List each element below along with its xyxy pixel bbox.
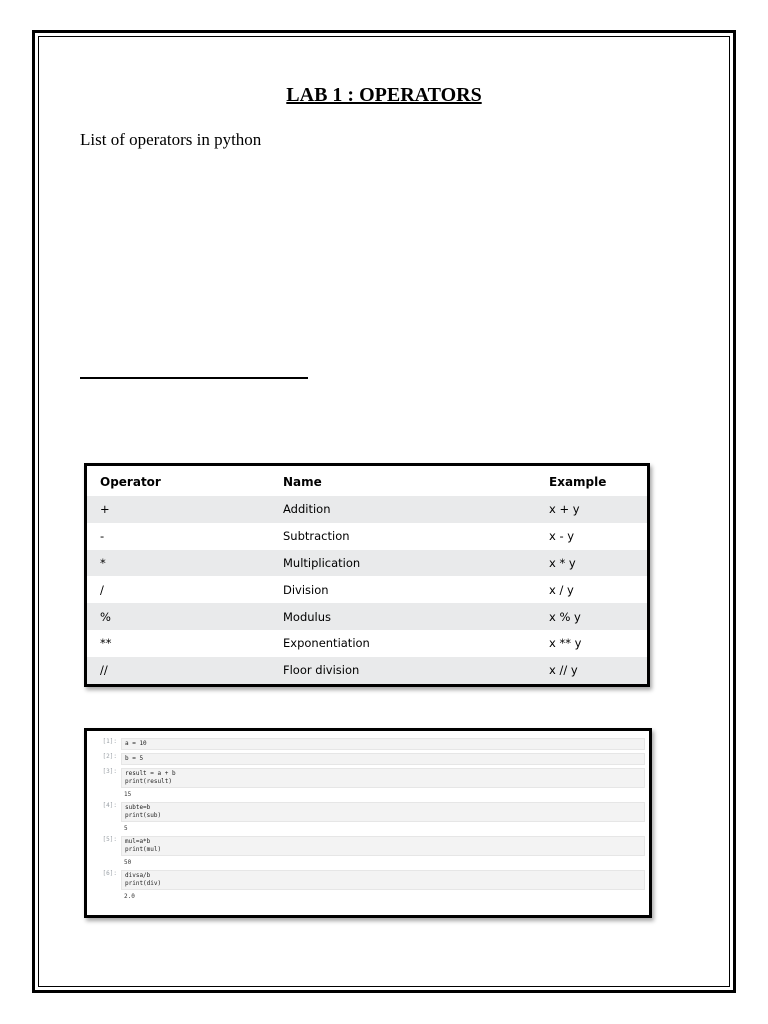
name-cell: Multiplication — [270, 550, 536, 577]
example-cell: x / y — [549, 582, 574, 597]
output-text: 15 — [124, 791, 132, 798]
page-subtitle: List of operators in python — [80, 130, 262, 149]
code-line: result = a + b — [125, 770, 176, 777]
example-cell: x % y — [536, 603, 647, 630]
name-cell: Addition — [270, 496, 536, 523]
operator-cell: / — [100, 582, 104, 597]
name-cell: Floor division — [270, 657, 536, 684]
name-cell: Subtraction — [283, 529, 350, 544]
table-row — [87, 550, 647, 577]
operator-cell: + — [87, 496, 270, 523]
cell-output — [93, 791, 645, 799]
code-line: a = 10 — [125, 740, 147, 747]
table-row — [87, 576, 647, 603]
table-row — [87, 603, 647, 630]
name-cell: Exponentiation — [283, 636, 370, 651]
table-row — [87, 496, 647, 523]
code-line: print(mul) — [125, 846, 162, 853]
output-text: 2.0 — [124, 893, 135, 900]
code-line: subte=b — [125, 804, 151, 811]
notebook-cell — [93, 738, 645, 750]
horizontal-rule — [80, 377, 308, 379]
cell-prompt: [6]: — [102, 870, 117, 877]
operator-cell: * — [87, 550, 270, 577]
operator-cell: ** — [100, 636, 112, 651]
operator-cell: // — [87, 657, 270, 684]
cell-input — [121, 768, 645, 788]
code-line: divsa/b — [125, 872, 151, 879]
table-row — [87, 523, 647, 550]
notebook-cell — [93, 870, 645, 890]
page-title: LAB 1 : OPERATORS — [286, 84, 482, 106]
column-header-name: Name — [283, 475, 322, 489]
code-line: print(div) — [125, 880, 162, 887]
operator-cell: % — [87, 603, 270, 630]
example-cell: x * y — [536, 550, 647, 577]
table-row — [87, 657, 647, 684]
example-cell: x ** y — [549, 636, 582, 651]
column-header-operator: Operator — [100, 475, 161, 489]
cell-prompt: [3]: — [102, 768, 117, 775]
output-text: 50 — [124, 859, 132, 866]
notebook-cell — [93, 768, 645, 788]
table-header-row — [87, 466, 647, 496]
cell-input — [121, 738, 645, 750]
code-line: mul=a*b — [125, 838, 151, 845]
cell-output — [93, 893, 645, 901]
cell-input — [121, 870, 645, 890]
name-cell: Modulus — [270, 603, 536, 630]
cell-input — [121, 753, 645, 765]
table-row — [87, 630, 647, 657]
cell-prompt: [2]: — [102, 753, 117, 760]
name-cell: Division — [283, 582, 329, 597]
cell-input — [121, 836, 645, 856]
cell-output — [93, 859, 645, 867]
cell-prompt: [4]: — [102, 802, 117, 809]
cell-prompt: [5]: — [102, 836, 117, 843]
column-header-example: Example — [549, 475, 607, 489]
code-line: print(sub) — [125, 812, 162, 819]
cell-output — [93, 825, 645, 833]
notebook-screenshot — [84, 728, 652, 918]
cell-prompt: [1]: — [102, 738, 117, 745]
operator-table-image — [84, 463, 650, 687]
example-cell: x - y — [549, 529, 575, 544]
notebook-cell — [93, 836, 645, 856]
operator-table — [87, 466, 647, 684]
notebook-cell — [93, 753, 645, 765]
operator-cell: - — [100, 529, 105, 544]
cell-input — [121, 802, 645, 822]
code-line: print(result) — [125, 778, 172, 785]
output-text: 5 — [124, 825, 128, 832]
notebook-cell — [93, 802, 645, 822]
code-line: b = 5 — [125, 755, 144, 762]
example-cell: x // y — [536, 657, 647, 684]
example-cell: x + y — [536, 496, 647, 523]
